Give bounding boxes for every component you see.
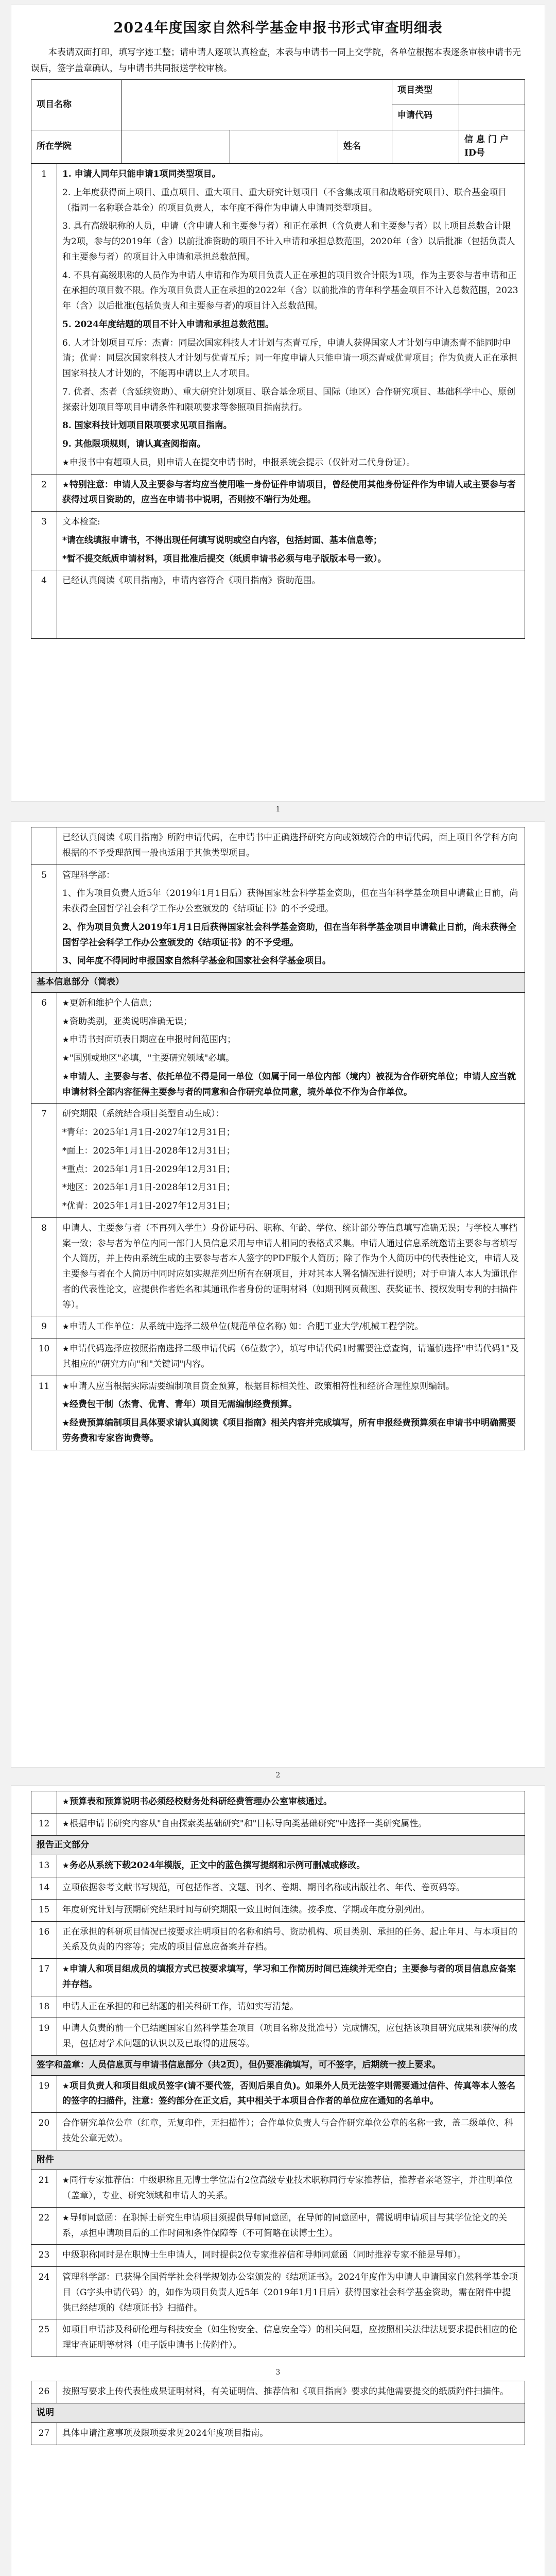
- star-icon: ★: [62, 1418, 70, 1428]
- college-label: 所在学院: [31, 130, 121, 163]
- rule-text: 4. 不具有高级职称的人员作为申请人申请和作为项目负责人正在承担的项目数合计限为1项，作为主要参与者申请和正在承担的项目数不限。作为项目负责人正在承担的2022年（含）以前批准的青年科学基金项目不计入总数范围，2023年（含）以后批准(包括负责人和主要参与者)的项目计入总数范围。: [62, 270, 518, 312]
- rule-text: *暂不提交纸质申请材料，项目批准后提交（纸质申请书必须与电子版版本号一致）。: [62, 553, 387, 564]
- rule-text: 同行专家推荐信：中级职称且无博士学位需有2位高级专业技术职称同行专家推荐信，推荐者亲笔签字，并注明单位（盖章），专业、研究领域和申请人的关系。: [62, 2175, 513, 2201]
- page-number: 1: [275, 805, 281, 814]
- row-num: 14: [31, 1877, 57, 1900]
- section-body: 报告正文部分: [31, 1835, 525, 1855]
- info-portal-label: 信 息 门 户 ID号: [459, 130, 525, 163]
- rule-text: 7. 优者、杰者（含延续资助）、重大研究计划项目、联合基金项目、国际（地区）合作研究项目、基础科学中心、原创探索计划项目等项目申请条件和限项要求等参照项目指南执行。: [62, 386, 516, 413]
- row-num: 1: [31, 164, 57, 474]
- star-icon: ★: [62, 1344, 70, 1353]
- row-references: 立项依据参考文献书写规范，可包括作者、文题、刊名、卷期、期刊名称或出版社名、年代、卷页码等。: [57, 1877, 525, 1900]
- page-number: 3: [275, 2368, 281, 2377]
- star-icon: ★: [62, 1322, 70, 1332]
- row-num: 19: [31, 2018, 57, 2056]
- row-num: 12: [31, 1813, 57, 1835]
- row-management: [57, 865, 525, 973]
- star-icon: ★: [62, 1054, 70, 1063]
- row-template: [57, 1855, 525, 1877]
- rule-text: 资助类别，亚类说明准确无误；: [70, 1016, 192, 1027]
- rule-text: 申请人应当根据实际需要编制项目资金预算，根据目标相关性、政策相符性和经济合理性原则编制。: [70, 1381, 455, 1392]
- section-signature: 签字和盖章：人员信息页与申请书信息部分（共2页），但仍要准确填写，可不签字，后期统一按上要求。: [31, 2055, 525, 2075]
- star-icon: ★: [62, 1797, 70, 1806]
- row-plan: 年度研究计划与预期研究结果时间与研究期限一致且时间连续。按季度、学期或年度分别列出。: [57, 1899, 525, 1921]
- rule-text: 5. 2024年度结题的项目不计入申请和承担总数范围。: [62, 319, 274, 330]
- rule-text: 务必从系统下载2024年模版，正文中的蓝色撰写提纲和示例可删减或修改。: [70, 1860, 366, 1871]
- row-signatures: [57, 2075, 525, 2113]
- row-num: 18: [31, 1996, 57, 2018]
- row-num: 19: [31, 2075, 57, 2113]
- row-num: 17: [31, 1959, 57, 1996]
- row-num: 20: [31, 2113, 57, 2150]
- project-type-label: 项目类型: [392, 80, 459, 105]
- check-table-p1: [31, 163, 525, 639]
- row-seal: 合作研究单位公章（红章，无复印件，无扫描件）；合作单位负责人与合作研究单位公章的名称一致，盖二级单位、科技处公章无效）。: [57, 2113, 525, 2150]
- rule-text: 申报书中有超项人员，则申请人在提交申请书时，申报系统会提示（仅针对二代身份证）。: [70, 457, 415, 468]
- star-icon: ★: [62, 1400, 70, 1410]
- row-num: [31, 827, 57, 865]
- header-form: [31, 79, 525, 163]
- rule-text: *地区：2025年1月1日-2028年12月31日；: [62, 1182, 235, 1193]
- star-icon: ★: [62, 1964, 70, 1974]
- rule-text: *青年：2025年1月1日-2027年12月31日；: [62, 1127, 235, 1138]
- star-icon: ★: [62, 2213, 70, 2223]
- check-table-p3: [31, 1791, 525, 2357]
- rule-text: 申请书封面填表日期应在申报时间范围内；: [70, 1035, 236, 1045]
- rule-text: 申请人工作单位：从系统中选择二级单位(规范单位名称) 如：合肥工业大学/机械工程学院。: [70, 1321, 424, 1332]
- star-icon: ★: [62, 457, 70, 467]
- rule-text: 经费包干制（杰青、优青、青年）项目无需编制经费预算。: [70, 1399, 297, 1410]
- row-guide-note: 具体申请注意事项及限项要求见2024年度项目指南。: [57, 2423, 525, 2445]
- row-code-cont: 已经认真阅读《项目指南》所附申请代码，在申请书中正确选择研究方向或领域符合的申请代码，面上项目各学科方向根据的不予受理范围一般也适用于其他类型项目。: [57, 827, 525, 865]
- row-num: 27: [31, 2423, 57, 2445]
- rule-text: 9. 其他限项规则，请认真查阅指南。: [62, 439, 206, 450]
- row-budget: [57, 1376, 525, 1450]
- rule-text: 更新和维护个人信息；: [70, 997, 157, 1008]
- star-icon: ★: [62, 1072, 70, 1081]
- apply-code-field[interactable]: [459, 105, 525, 130]
- rule-text: 导师同意函：在职博士研究生申请项目须提供导师同意函，在导师的同意函中，需说明申请项目与其学位论文的关系，承担申请项目后的工作时间和条件保障等（不可简略在读博士生）。: [62, 2212, 507, 2239]
- row-research-type: [57, 1813, 525, 1835]
- intro-note: 本表请双面打印，填写字迹工整；请申请人逐项认真检查，本表与申请书一同上交学院，各单位根据本表逐条审核申请书无误后，签字盖章确认，与申请书共同报送学校审核。: [31, 47, 521, 74]
- rule-text: 2. 上年度获得面上项目、重点项目、重大项目、重大研究计划项目（不含集成项目和战略研究项目）、联合基金项目（指同一名称联合基金）的项目负责人，本年度不得作为申请人申请同类型项目。: [62, 187, 507, 213]
- row-ethics: 如项目申请涉及科研伦理与科技安全（如生物安全、信息安全等）的相关问题，应按照相关法律法规要求提供相应的伦理审查证明等材料（电子版申请书上传附件）。: [57, 2319, 525, 2357]
- row-num: 8: [31, 1217, 57, 1316]
- row-num: 4: [31, 570, 57, 639]
- section-basic-info: 基本信息部分（简表）: [31, 973, 525, 993]
- rule-text: *优青：2025年1月1日-2027年12月31日；: [62, 1201, 235, 1211]
- check-table-p3-tail: [31, 2381, 525, 2445]
- row-resume: [57, 1959, 525, 1996]
- rule-text: *请在线填报申请书，不得出现任何填写说明或空白内容，包括封面、基本信息等；: [62, 535, 382, 546]
- row-period: [57, 1104, 525, 1218]
- rule-text: 6. 人才计划项目互斥：杰青：同层次国家科技人才计划与杰青互斥，申请人获得国家人才计划与申请杰青不能同时申请；优青：同层次国家科技人才计划与优青互斥；同一年度申请人只能申请一项杰青或优青项目；作为负责人正在承担国家科技人才计划的，不能再申请以上人才项目。: [62, 337, 517, 379]
- page-2: [11, 822, 545, 1767]
- row-num: 2: [31, 474, 57, 512]
- row-advisor-consent: [57, 2207, 525, 2245]
- rule-text: 3. 具有高级职称的人员，申请（含申请人和主要参与者）和正在承担（含负责人和主要参与者）以上项目总数合计限为2项，参与的2019年（含）以前批准资助的项目不计入申请和承担总数范围，2020年（含）以后批准（包括负责人和主要参与者）的项目计入申请和承担总数范围。: [62, 221, 515, 262]
- row-num: 10: [31, 1338, 57, 1376]
- row-text-check: [57, 512, 525, 570]
- section-attachments: 附件: [31, 2150, 525, 2170]
- project-type-field[interactable]: [459, 80, 525, 105]
- rule-text: 申请代码选择应按照指南选择二级申请代码（6位数字），填写申请代码1时需要注意查询，请谨慎选择"申请代码1"及其相应的"研究方向"和"关键词"内容。: [62, 1344, 519, 1369]
- row-ongoing-projects: 正在承担的科研项目情况已按要求注明项目的名称和编号、资助机构、项目类别、承担的任务、起止年月、与本项目的关系及负责的内容等；完成的项目信息应备案并存档。: [57, 1921, 525, 1959]
- project-name-label: 项目名称: [31, 80, 121, 130]
- star-icon: ★: [62, 1819, 70, 1828]
- row-num: 25: [31, 2319, 57, 2357]
- check-table-p2: [31, 827, 525, 1450]
- row-num: 23: [31, 2245, 57, 2267]
- rule-text: 8. 国家科技计划项目限项要求见项目指南。: [62, 420, 232, 431]
- rule-text: 申请人、主要参与者、依托单位不得是同一单位（如属于同一单位内部（境内）被视为合作研究单位；申请人应当就申请材料全部内容征得主要参与者的同意和合作研究单位同意，境外单位不作为合作单位。: [62, 1071, 516, 1097]
- row-num: 5: [31, 865, 57, 973]
- rule-text: 根据申请书研究内容从"自由探索类基础研究"和"目标导向类基础研究"中选择一类研究属性。: [70, 1818, 427, 1829]
- rule-text: "国别或地区"必填，"主要研究领域"必填。: [70, 1053, 235, 1063]
- page-1: [11, 5, 545, 801]
- college-field-2[interactable]: [230, 130, 338, 163]
- name-label: 姓名: [338, 130, 392, 163]
- row-num: 15: [31, 1899, 57, 1921]
- row-phd-applicant: 中级职称同时是在职博士生申请人，同时提供2位专家推荐信和导师同意函（同时推荐专家不能是导师）。: [57, 2245, 525, 2267]
- rule-text: 文本检查:: [62, 517, 100, 528]
- page-number: 2: [275, 1771, 281, 1780]
- star-icon: ★: [62, 1035, 70, 1045]
- rule-text: 申请人和项目组成员的填报方式已按要求填写，学习和工作简历时间已连续并无空白；主要参与者的项目信息应备案并存档。: [62, 1964, 516, 1990]
- row-num: 21: [31, 2170, 57, 2208]
- page-title: 2024年度国家自然科学基金申报书形式审查明细表: [113, 20, 443, 36]
- section-notes: 说明: [31, 2403, 525, 2423]
- row-related-work: 申请人正在承担的和已结题的相关科研工作，请如实写清楚。: [57, 1996, 525, 2018]
- name-field[interactable]: [392, 130, 459, 163]
- star-icon: ★: [62, 1861, 70, 1871]
- rule-text: 3、同年度不得同时申报国家自然科学基金和国家社会科学基金项目。: [62, 956, 331, 967]
- rule-text: 2、作为项目负责人2019年1月1日后获得国家社会科学基金资助，但在当年科学基金项目申请截止日前，尚未获得全国哲学社会科学工作办公室颁发的《结项证书》的不予受理。: [62, 922, 516, 948]
- rule-text: 1、作为项目负责人近5年（2019年1月1日后）获得国家社会科学基金资助，但在当年科学基金项目申请截止日前，尚未获得全国哲学社会科学工作办公室颁发的《结项证书》的不予受理。: [62, 888, 518, 914]
- row-management-cert: 管理科学部：已获得全国哲学社会科学规划办公室颁发的《结项证书》。2024年度作为申请人申请国家自然科学基金项目（G字头申请代码）的，如作为项目负责人近5年（2019年1月1日后）获得国家社会科学基金资助，需在附件中提供已经结项的《结项证书》扫描件。: [57, 2267, 525, 2319]
- row-num: 26: [31, 2381, 57, 2403]
- row-num: 16: [31, 1921, 57, 1959]
- page-3: [11, 1786, 545, 2576]
- row-num: 3: [31, 512, 57, 570]
- row-work-unit: [57, 1316, 525, 1338]
- row-evidence: 按照写要求上传代表性成果证明材料，有关证明信、推荐信和《项目指南》要求的其他需要提交的纸质附件扫描件。: [57, 2381, 525, 2403]
- rule-text: 预算表和预算说明书必须经校财务处科研经费管理办公室审核通过。: [70, 1797, 332, 1807]
- row-limits: [57, 164, 525, 474]
- row-num: 6: [31, 992, 57, 1104]
- row-num: 7: [31, 1104, 57, 1218]
- row-members: 申请人、主要参与者（不再列入学生）身份证号码、职称、年龄、学位、统计部分等信息填写准确无误；与学校人事档案一致；参与者为单位内同一部门人员信息采用与申请人相同的表格式采集。申请人通过信息系统邀请主要参与者填写个人简历，并上传由系统生成的主要参与者本人签字的PDF版个人简历；除了作为个人简历中的代表性论文，申请人及主要参与者在个人简历中同时应如实规范列出所有在研项目，并对其本人署名情况进行说明；对于申请人本人为通讯作者的代表性论文，应提供作者姓名和其通讯作者身份的证明材料（如期刊网页截图、获奖证书、授权发明专利的扫描件等）。: [57, 1217, 525, 1316]
- row-basic-info: [57, 992, 525, 1104]
- rule-text: 项目负责人和项目组成员签字(请不要代签，否则后果自负)。如果外人员无法签字则需要通过信件、传真等本人签名的签字的扫描件，注意：签约部分在正文后，其中相关于本项目合作者的单位应在通知的名单中。: [62, 2080, 516, 2107]
- row-num: 13: [31, 1855, 57, 1877]
- rule-text: 1. 申请人同年只能申请1项同类型项目。: [62, 169, 221, 180]
- star-icon: ★: [62, 2081, 70, 2091]
- college-field[interactable]: [121, 130, 230, 163]
- rule-text: *面上：2025年1月1日-2028年12月31日；: [62, 1145, 235, 1156]
- row-prior-project: 申请人负责的前一个已结题国家自然科学基金项目（项目名称及批准号）完成情况，应包括该项目研究成果和获得的成果，包括对学术问题的认识以及已取得的进展等。: [57, 2018, 525, 2056]
- star-icon: ★: [62, 1016, 70, 1026]
- project-name-field[interactable]: [121, 80, 392, 130]
- star-icon: ★: [62, 998, 70, 1008]
- row-apply-code: [57, 1338, 525, 1376]
- rule-text: 经费预算编制项目具体要求请认真阅读《项目指南》相关内容并完成填写，所有申报经费预算须在申请书中明确需要劳务费和专家咨询费等。: [62, 1418, 516, 1444]
- apply-code-label: 申请代码: [392, 105, 459, 130]
- row-guide: 已经认真阅读《项目指南》，申请内容符合《项目指南》资助范围。: [57, 570, 525, 639]
- star-icon: ★: [62, 2176, 70, 2185]
- rule-text: 管理科学部：: [62, 870, 115, 880]
- star-icon: ★: [62, 1381, 70, 1391]
- row-budget-cont: [57, 1791, 525, 1814]
- rule-text: 特别注意：申请人及主要参与者均应当使用唯一身份证件申请项目，曾经使用其他身份证件作为申请人或主要参与者获得过项目资助的，应当在申请书中说明，否则按不端行为处理。: [62, 479, 516, 505]
- row-num: 24: [31, 2267, 57, 2319]
- rule-text: *重点：2025年1月1日-2029年12月31日；: [62, 1164, 235, 1175]
- rule-text: 研究期限（系统结合项目类型自动生成）：: [62, 1109, 224, 1120]
- row-num: [31, 1791, 57, 1814]
- row-num: 11: [31, 1376, 57, 1450]
- row-identity: [57, 474, 525, 512]
- row-recommendation: [57, 2170, 525, 2208]
- row-num: 9: [31, 1316, 57, 1338]
- star-icon: ★: [62, 480, 70, 489]
- row-num: 22: [31, 2207, 57, 2245]
